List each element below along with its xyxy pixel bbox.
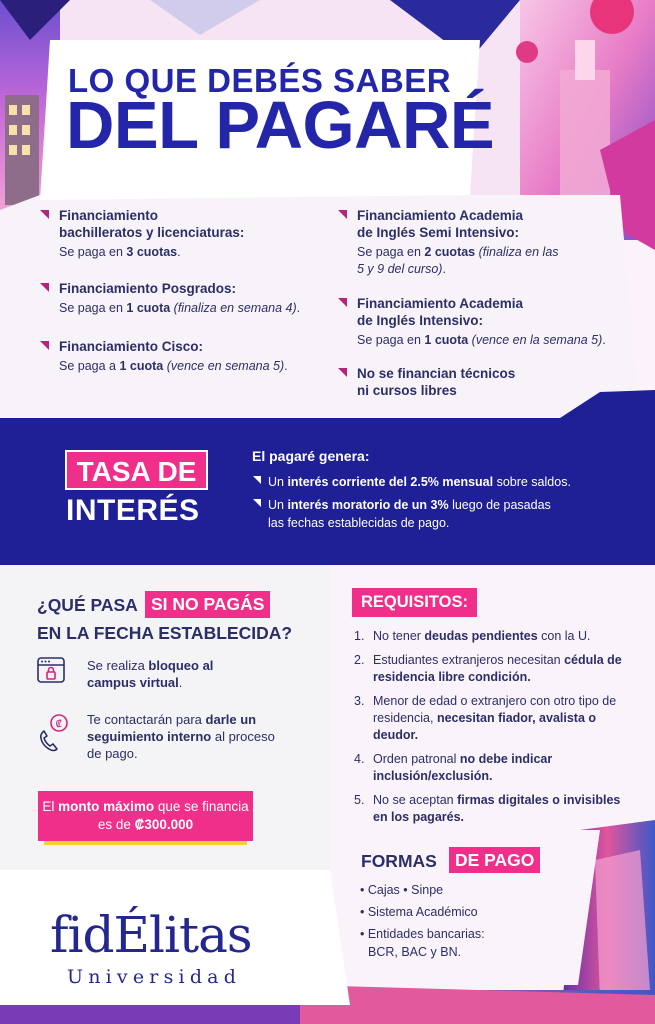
interest-rate-label-top: TASA DE [65, 450, 208, 490]
page-title: DEL PAGARÉ [66, 88, 495, 163]
requirement-item: 5. No se aceptan firmas digitales o invisibles en los pagarés. [354, 793, 621, 824]
interest-item-moratorium: Un interés moratorio de un 3% luego de pasadas las fechas establecidas de pago. [268, 496, 558, 532]
consequence-followup: Te contactarán para darle un seguimiento interno al proceso de pago. [87, 712, 275, 761]
financing-item-no-tecnicos [357, 365, 587, 399]
interest-generates-title: El pagaré genera: [252, 448, 370, 464]
financing-text: Se paga en 1 cuota (vence en la semana 5). [357, 333, 606, 347]
financing-text: Se paga en 1 cuota (finaliza en semana 4). [59, 301, 301, 315]
max-amount-box: El monto máximo que se financia es de ₡300.000 [38, 791, 253, 841]
triangle-bullet-icon [40, 283, 49, 292]
financing-title: Financiamiento bachilleratos y licenciaturas: [59, 208, 245, 240]
financing-title: No se financian técnicos ni cursos libres [357, 366, 516, 398]
payment-line: • Sistema Académico [360, 905, 478, 919]
financing-item-ingles-semi [357, 207, 562, 278]
nopay-question-highlight: SI NO PAGÁS [145, 591, 270, 618]
header-line1: LO QUE DEBÉS SABER [68, 62, 452, 99]
nopay-question-start: ¿QUÉ PASA [37, 595, 138, 615]
requirement-item: 4. Orden patronal no debe indicar inclusión/exclusión. [354, 752, 553, 783]
financing-item-bachillerato [59, 207, 319, 261]
svg-text:₡: ₡ [55, 719, 62, 730]
financing-text: Se paga en 3 cuotas. [59, 245, 181, 259]
financing-item-ingles-intensivo [357, 295, 627, 349]
financing-item-cisco [59, 338, 319, 375]
triangle-bullet-icon [253, 476, 261, 484]
triangle-bullet-icon [40, 210, 49, 219]
financing-title: Financiamiento Cisco: [59, 339, 204, 354]
financing-item-posgrados [59, 280, 329, 317]
triangle-bullet-icon [338, 298, 347, 307]
payment-line: • Entidades bancarias: [360, 927, 485, 941]
financing-text: Se paga a 1 cuota (vence en semana 5). [59, 359, 288, 373]
fidelitas-logo: fidÉlitas [50, 906, 252, 964]
triangle-bullet-icon [40, 341, 49, 350]
browser-lock-icon [37, 657, 65, 685]
financing-title: Financiamiento Posgrados: [59, 281, 237, 296]
financing-text: Se paga en 2 cuotas (finaliza en las 5 y 9 del curso). [357, 245, 559, 276]
triangle-bullet-icon [253, 499, 261, 507]
phone-call-icon [37, 713, 71, 753]
interest-rate-label-bottom: INTERÉS [66, 494, 200, 527]
logo-subtitle: Universidad [67, 966, 242, 988]
payment-title-highlight: DE PAGO [449, 847, 540, 873]
payment-line: • Cajas • Sinpe [360, 883, 444, 897]
requirement-item: 2. Estudiantes extranjeros necesitan cédula de residencia libre condición. [354, 653, 622, 684]
requirements-list [354, 628, 634, 833]
payment-title-start: FORMAS [361, 851, 437, 871]
interest-item-current: Un interés corriente del 2.5% mensual sobre saldos. [268, 473, 618, 491]
consequence-block: Se realiza bloqueo al campus virtual. [87, 658, 214, 690]
requirements-title: REQUISITOS: [352, 588, 477, 617]
nopay-question-end: EN LA FECHA ESTABLECIDA? [37, 623, 293, 643]
requirement-item: 3. Menor de edad o extranjero con otro tipo de residencia, necesitan fiador, avalista o deudor. [354, 694, 617, 742]
payment-line: BCR, BAC y BN. [368, 945, 462, 959]
requirement-item: 1. No tener deudas pendientes con la U. [354, 629, 591, 643]
triangle-bullet-icon [338, 368, 347, 377]
triangle-bullet-icon [338, 210, 347, 219]
financing-title: Financiamiento Academia de Inglés Semi Intensivo: [357, 208, 524, 240]
financing-title: Financiamiento Academia de Inglés Intensivo: [357, 296, 524, 328]
